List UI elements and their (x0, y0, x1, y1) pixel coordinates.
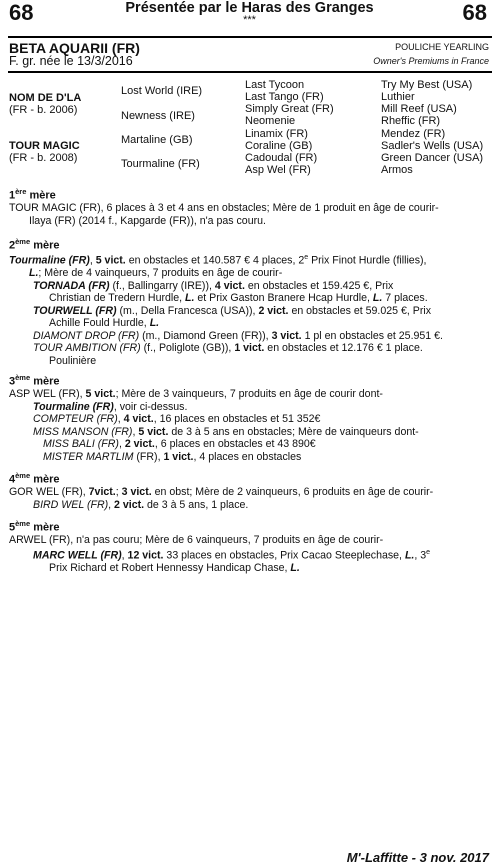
gen3-6: Coraline (GB) (245, 140, 313, 152)
dam-info: (FR - b. 2008) (9, 152, 78, 164)
gen3-2: Last Tango (FR) (245, 91, 324, 103)
dam-record-cont: L.; Mère de 4 vainqueurs, 7 produits en âge de courir- (29, 267, 283, 280)
produce-line: TORNADA (FR) (f., Ballingarry (IRE)), 4 vict. en obstacles et 159.425 €, Prix (33, 279, 394, 292)
gen3-3: Simply Great (FR) (245, 103, 334, 115)
produce-line-cont: Prix Richard et Robert Hennessy Handicap Chase, L. (49, 561, 300, 574)
horse-name: BETA AQUARII (FR) (9, 40, 140, 56)
section-title: 1ère mère (9, 187, 56, 202)
gen4-2: Luthier (381, 91, 415, 103)
gen3-1: Last Tycoon (245, 79, 305, 91)
title-stars: *** (243, 14, 256, 26)
section-title: 4ème mère (9, 471, 60, 486)
produce-line: BIRD WEL (FR), 2 vict. de 3 à 5 ans, 1 place. (33, 498, 249, 511)
produce-line: TOURWELL (FR) (m., Della Francesca (USA)), 2 vict. en obstacles et 59.025 €, Prix (33, 304, 432, 317)
produce-line: Ilaya (FR) (2014 f., Kapgarde (FR)), n'a pas couru. (29, 214, 266, 227)
horse-name-box (8, 36, 492, 73)
produce-line-cont: Poulinière (49, 354, 97, 367)
produce-line-cont: Christian de Tredern Hurdle, L. et Prix Gaston Branere Hcap Hurdle, L. 7 places. (49, 292, 428, 305)
gen4-4: Rheffic (FR) (381, 115, 441, 127)
lot-number-left: 68 (9, 0, 34, 25)
produce-line: MISS BALI (FR), 2 vict., 6 places en obstacles et 43 890€ (43, 438, 316, 451)
gen2-4: Tourmaline (FR) (121, 158, 200, 170)
section-title: 3ème mère (9, 373, 60, 388)
page-title: Présentée par le Haras des Granges (125, 0, 374, 16)
gen2-3: Martaline (GB) (121, 134, 193, 146)
gen3-4: Neomenie (245, 115, 296, 127)
gen3-8: Asp Wel (FR) (245, 164, 311, 176)
section-third-dam (9, 372, 489, 463)
produce-line: TOUR AMBITION (FR) (f., Poliglote (GB)), 1 vict. en obstacles et 12.176 € 1 place. (33, 342, 423, 355)
gen4-5: Mendez (FR) (381, 128, 446, 140)
gen3-5: Linamix (FR) (245, 128, 308, 140)
gen3-7: Cadoudal (FR) (245, 152, 318, 164)
gen4-7: Green Dancer (USA) (381, 152, 484, 164)
sire-name: NOM DE D'LA (9, 92, 82, 104)
produce-line: Tourmaline (FR), voir ci-dessus. (33, 400, 188, 413)
gen2-2: Newness (IRE) (121, 110, 195, 122)
owner-premium: Owner's Premiums in France (373, 56, 489, 66)
dam-record: Tourmaline (FR), 5 vict. en obstacles et 140.587 € 4 places, 2e Prix Finot Hurdle (fillies), (9, 254, 427, 267)
sire-info: (FR - b. 2006) (9, 104, 78, 116)
gen4-8: Armos (381, 164, 413, 176)
section-title: 5ème mère (9, 519, 60, 534)
gen4-6: Sadler's Wells (USA) (381, 140, 484, 152)
section-first-dam (9, 186, 489, 227)
dam-name: TOUR MAGIC (9, 140, 80, 152)
produce-line: MISTER MARTLIM (FR), 1 vict., 4 places en obstacles (43, 450, 302, 463)
section-title: 2ème mère (9, 237, 60, 252)
dam-record: TOUR MAGIC (FR), 6 places à 3 et 4 ans en obstacles; Mère de 1 produit en âge de courir- (9, 202, 439, 215)
produce-line: MARC WELL (FR), 12 vict. 33 places en obstacles, Prix Cacao Steeplechase, L., 3e (33, 548, 431, 562)
gen2-1: Lost World (IRE) (121, 85, 203, 97)
section-fourth-dam (9, 470, 489, 511)
gen4-1: Try My Best (USA) (381, 79, 473, 91)
produce-line: MISS MANSON (FR), 5 vict. de 3 à 5 ans en obstacles; Mère de vainqueurs dont- (33, 425, 419, 438)
gen4-3: Mill Reef (USA) (381, 103, 457, 115)
dam-record: GOR WEL (FR), 7vict.; 3 vict. en obst; Mère de 2 vainqueurs, 6 produits en âge de courir- (9, 486, 434, 499)
section-fifth-dam (9, 518, 489, 574)
horse-category: POULICHE YEARLING (395, 42, 489, 52)
produce-line: COMPTEUR (FR), 4 vict., 16 places en obstacles et 51 352€ (33, 413, 321, 426)
lot-number-right: 68 (462, 0, 487, 25)
sale-footer: M'-Laffitte - 3 nov. 2017 (346, 850, 489, 865)
produce-line-cont: Achille Fould Hurdle, L. (49, 317, 160, 330)
produce-line: DIAMONT DROP (FR) (m., Diamond Green (FR)), 3 vict. 1 pl en obstacles et 25.951 €. (33, 329, 443, 342)
horse-birth: F. gr. née le 13/3/2016 (9, 54, 133, 68)
dam-record: ARWEL (FR), n'a pas couru; Mère de 6 vainqueurs, 7 produits en âge de courir- (9, 534, 384, 547)
section-second-dam (9, 236, 489, 367)
dam-record: ASP WEL (FR), 5 vict.; Mère de 3 vainqueurs, 7 produits en âge de courir dont- (9, 388, 383, 401)
